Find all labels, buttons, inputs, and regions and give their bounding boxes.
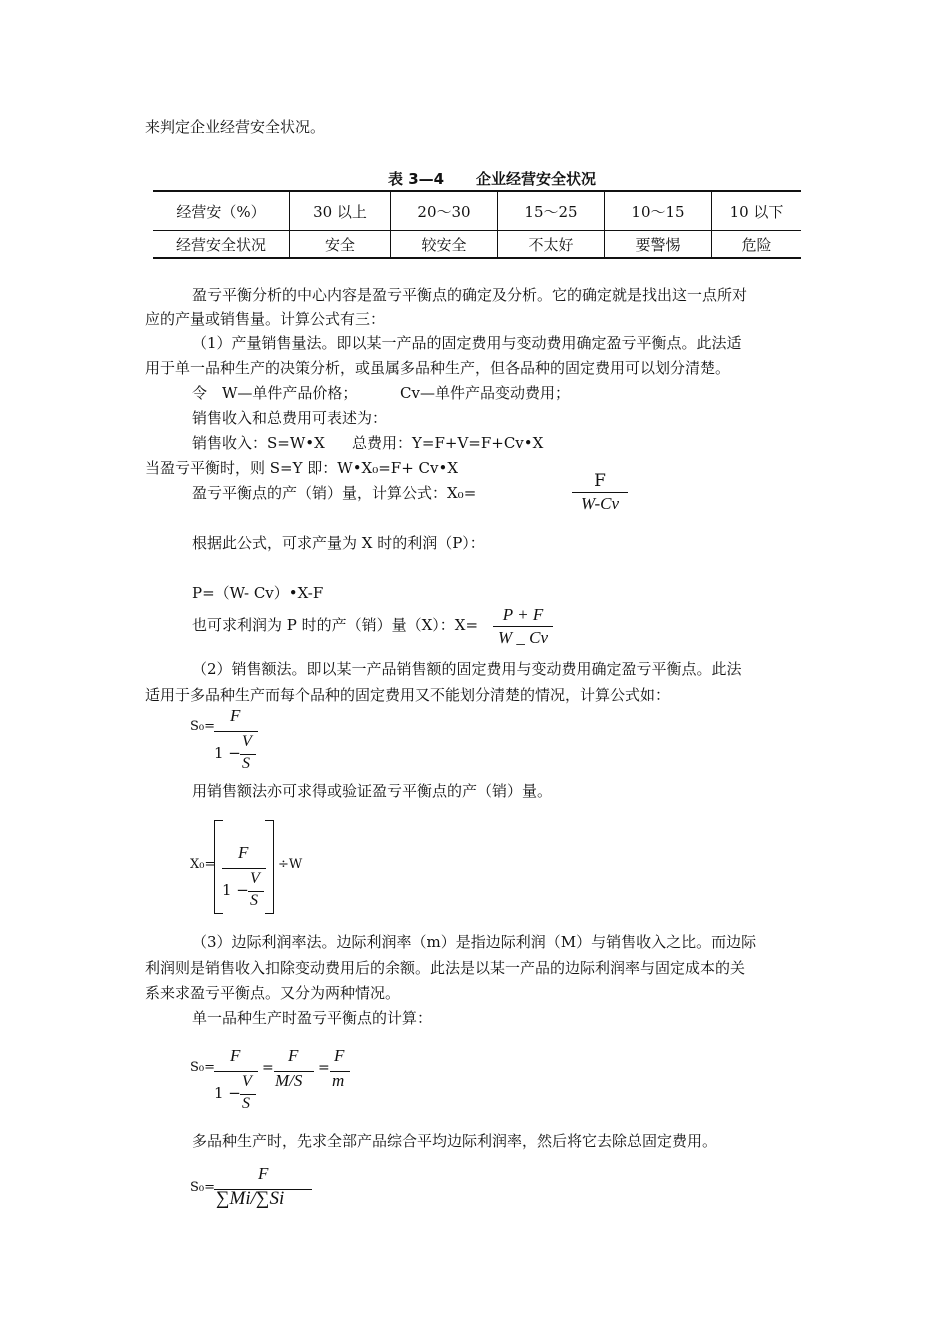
equals-sign: = (318, 1060, 330, 1076)
inner-numerator: V (242, 1073, 252, 1090)
s0-label: S₀= (190, 1180, 216, 1195)
table-caption-number: 表 3—4 (388, 170, 445, 188)
table-row (153, 231, 801, 259)
formula-denominator: M/S (275, 1071, 303, 1090)
table-cell: 较安全 (391, 231, 498, 259)
one-minus: 1 − (214, 744, 241, 762)
table-cell: 要警惕 (605, 231, 712, 259)
formula-numerator: F (230, 706, 241, 725)
fraction-quantity (493, 604, 553, 649)
table-cell: 安全 (290, 231, 391, 259)
inner-denominator: S (242, 755, 250, 772)
paragraph-line: 盈亏平衡分析的中心内容是盈亏平衡点的确定及分析。它的确定就是找出这一点所对 (192, 286, 748, 304)
paragraph-line: 应的产量或销售量。计算公式有三： (145, 310, 386, 328)
table-header-row (153, 191, 801, 231)
formula-denominator: ∑Mi/∑Si (216, 1188, 285, 1209)
paragraph-line: （1）产量销售量法。即以某一产品的固定费用与变动费用确定盈亏平衡点。此法适 (192, 334, 742, 352)
table-cell: 30 以上 (290, 191, 391, 231)
s0-label: S₀= (190, 1060, 216, 1075)
fraction-numerator: F (594, 471, 606, 491)
table-cell: 不太好 (498, 231, 605, 259)
table-cell: 15～25 (498, 191, 605, 231)
quantity-formula-label: 也可求利润为 P 时的产（销）量（X）：X= (192, 616, 479, 634)
left-bracket (214, 820, 223, 914)
formula-numerator: F (258, 1164, 269, 1183)
formula-numerator: F (238, 843, 249, 862)
table-cell: 10～15 (605, 191, 712, 231)
inner-denominator: S (250, 892, 258, 909)
x0-label: X₀= (190, 857, 216, 872)
paragraph-line: （2）销售额法。即以某一产品销售额的固定费用与变动费用确定盈亏平衡点。此法 (192, 660, 742, 678)
paragraph-line: 销售收入和总费用可表述为： (192, 409, 388, 427)
equals-sign: = (262, 1060, 274, 1076)
paragraph-line: （3）边际利润率法。边际利润率（m）是指边际利润（M）与销售收入之比。而边际 (192, 933, 757, 951)
table-cell: 危险 (712, 231, 802, 259)
formula-numerator: F (230, 1046, 241, 1065)
definition-w: 令 W—单件产品价格； (192, 384, 358, 402)
profit-formula: P=（W- Cv）•X-F (192, 584, 324, 602)
fraction-denominator: W-Cv (572, 492, 628, 515)
paragraph-line: 适用于多品种生产而每个品种的固定费用又不能划分清楚的情况，计算公式如： (145, 686, 671, 704)
formula-numerator: F (334, 1046, 345, 1065)
definition-cv: Cv—单件产品变动费用； (400, 384, 570, 402)
paragraph-line: 用于单一品种生产的决策分析，或虽属多品种生产，但各品种的固定费用可以划分清楚。 (145, 359, 731, 377)
fraction-numerator: P + F (502, 605, 544, 624)
formula-numerator: F (288, 1046, 299, 1065)
total-cost-formula: 总费用：Y=F+V=F+Cv•X (352, 434, 544, 452)
table-cell: 经营安全状况 (153, 231, 290, 259)
profit-intro: 根据此公式，可求产量为 X 时的利润（P）： (192, 534, 485, 552)
divide-w: ÷W (278, 857, 303, 872)
paragraph-line: 系来求盈亏平衡点。又分为两种情况。 (145, 984, 401, 1002)
inner-denominator: S (242, 1095, 250, 1112)
table-caption-title: 企业经营安全状况 (476, 170, 597, 188)
single-product-line: 单一品种生产时盈亏平衡点的计算： (192, 1009, 433, 1027)
s0-label: S₀= (190, 719, 216, 734)
formula-denominator: m (332, 1071, 345, 1090)
inner-numerator: V (242, 733, 252, 750)
balance-formula: 当盈亏平衡时，则 S=Y 即：W•X₀=F+ Cv•X (145, 459, 459, 477)
right-bracket (265, 820, 274, 914)
table-cell: 经营安（%） (153, 191, 290, 231)
safety-status-table (153, 190, 801, 259)
table-cell: 20～30 (391, 191, 498, 231)
verify-line: 用销售额法亦可求得或验证盈亏平衡点的产（销）量。 (192, 782, 553, 800)
fraction-denominator: W _ Cv (493, 626, 553, 649)
fraction-bep (572, 470, 628, 515)
one-minus: 1 − (222, 881, 249, 899)
inner-numerator: V (250, 870, 260, 887)
paragraph-line: 利润则是销售收入扣除变动费用后的余额。此法是以某一产品的边际利润率与固定成本的关 (145, 959, 746, 977)
table-cell: 10 以下 (712, 191, 802, 231)
bep-formula-label: 盈亏平衡点的产（销）量，计算公式：X₀= (192, 484, 477, 502)
income-formula: 销售收入：S=W•X (192, 434, 325, 452)
multi-product-line: 多品种生产时，先求全部产品综合平均边际利润率，然后将它去除总固定费用。 (192, 1132, 718, 1150)
intro-line: 来判定企业经营安全状况。 (145, 118, 326, 136)
one-minus: 1 − (214, 1084, 241, 1102)
